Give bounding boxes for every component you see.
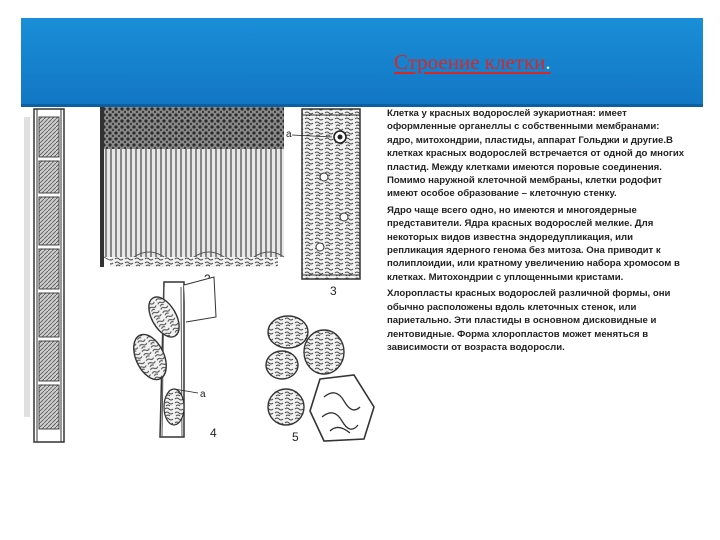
figure-drawing <box>24 107 387 445</box>
figure-label-a-top: а <box>286 129 292 140</box>
branching-filament-panel-4 <box>127 277 216 437</box>
figure-label-4: 4 <box>210 426 217 440</box>
slide-title-text: Строение клетки <box>394 50 546 74</box>
paragraph-cell-overview: Клетка у красных водорослей эукариотная: имеет оформленные органеллы с собственными мембранами: ядро, митохондрии, пластиды, аппарат Гольджи и другие.В клетках красных водорослей встречается от одной до многих пластид. Между клетками имеются поровые соединения. Помимо наружной клеточной мембраны, клетки родофит имеют особое образование – клеточную стенку. <box>387 108 685 200</box>
figure-label-a-bottom: а <box>200 389 206 400</box>
slide-title-punct: . <box>545 50 551 74</box>
cell-cluster-panel-5 <box>266 316 374 441</box>
figure-label-5: 5 <box>292 430 299 444</box>
slide-title <box>394 50 551 75</box>
filament-panel-1 <box>24 109 64 442</box>
cell-structure-figure <box>24 107 387 445</box>
elongated-cell-panel-3 <box>292 109 360 279</box>
figure-label-3: 3 <box>330 284 337 298</box>
paragraph-nucleus: Ядро чаще всего одно, но имеются и многоядерные представители. Ядра красных водорослей мелкие. Для некоторых видов известна эндоредупликация, или репликация ядерного генома без митоза. Она приводит к полиплоидии, или кратному увеличению набора хромосом в клетках. Митохондрии с уплощенными кристами. <box>387 204 680 283</box>
header-band <box>21 18 703 104</box>
palisade-panel-2 <box>100 107 284 267</box>
paragraph-chloroplasts: Хлоропласты красных водорослей различной формы, они обычно расположены вдоль клеточных стенок, или париетально. Эти пластиды в основном дисковидные и лентовидные. Форма хлоропластов может меняться в зависимости от возраста водоросли. <box>387 288 671 353</box>
description-text <box>387 107 687 357</box>
